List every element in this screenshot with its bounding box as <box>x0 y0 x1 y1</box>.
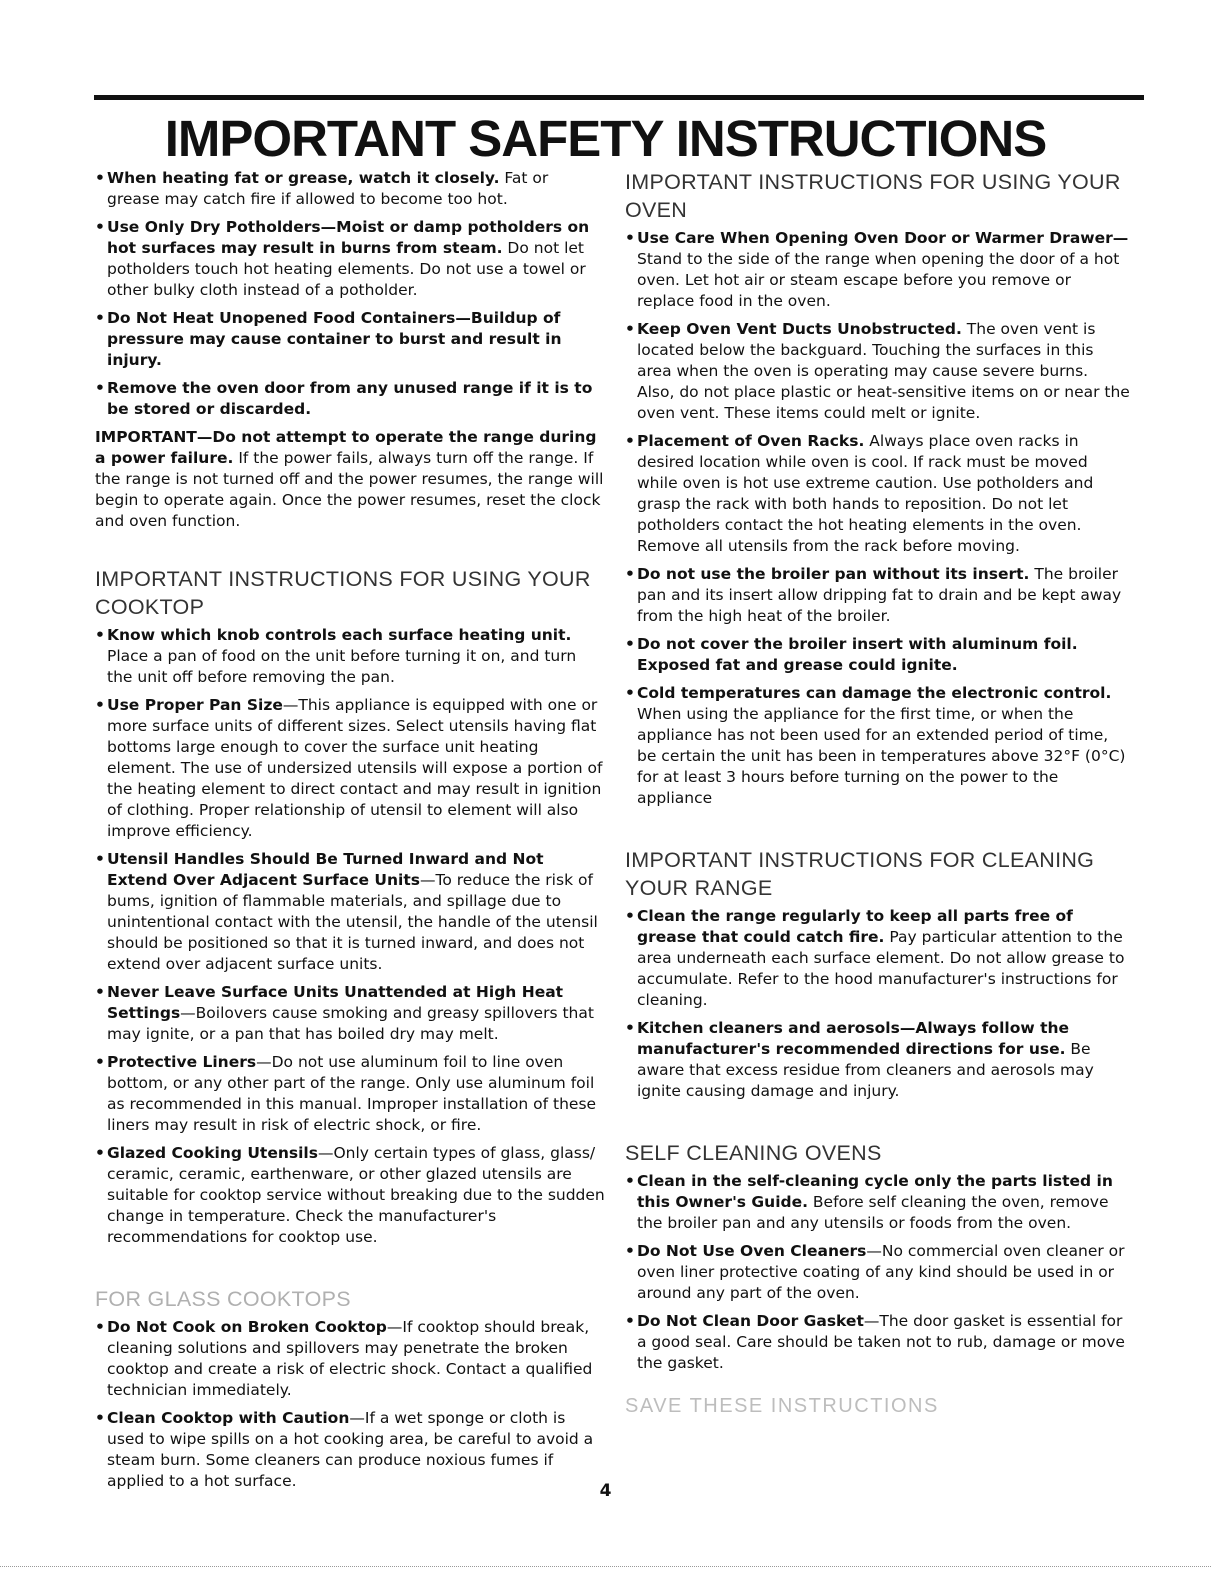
section-heading-self-cleaning: SELF CLEANING OVENS <box>625 1141 882 1165</box>
bullet: • <box>625 907 635 925</box>
list-item: • When heating fat or grease, watch it closely. Fat or grease may catch fire if allowed to become too hot. <box>95 169 549 208</box>
bullet: • <box>95 850 105 868</box>
list-item: • Remove the oven door from any unused range if it is to be stored or discarded. <box>95 379 593 418</box>
list-item: • Do Not Use Oven Cleaners—No commercial oven cleaner or oven liner protective coating of any kind should be used in or around any part of the oven. <box>625 1242 1125 1302</box>
bullet: • <box>95 1318 105 1336</box>
bullet: • <box>95 379 105 397</box>
list-item: • Protective Liners—Do not use aluminum foil to line oven bottom, or any other part of the range. Only use aluminum foil as recommended in this manual. Improper installation of these liners may result in risk of electric shock, or fire. <box>95 1053 597 1134</box>
bullet: • <box>95 696 105 714</box>
bullet: • <box>625 1312 635 1330</box>
page-title: IMPORTANT SAFETY INSTRUCTIONS <box>164 110 1047 167</box>
section-heading-cleaning: IMPORTANT INSTRUCTIONS FOR CLEANING YOUR RANGE <box>625 848 1095 900</box>
list-item: • Cold temperatures can damage the electronic control. When using the appliance for the first time, or when the appliance has not been used for an extended period of time, be certain the unit has been in temperatures above 32°F (0°C) for at least 3 hours before turning on the power to the appliance <box>625 684 1126 807</box>
bottom-rule <box>0 1566 1211 1567</box>
important-note: IMPORTANT—Do not attempt to operate the range during a power failure. If the power fails, always turn off the range. If the range is not turned off and the power resumes, the range will begin to operate again. Once the power resumes, reset the clock and oven function. <box>95 428 604 530</box>
list-item: • Use Proper Pan Size—This appliance is equipped with one or more surface units of different sizes. Select utensils having flat bottoms large enough to cover the surface unit heating element. The use of undersized utensils will expose a portion of the heating element to direct contact and may result in ignition of clothing. Proper relationship of utensil to element will also improve efficiency. <box>95 696 603 840</box>
bullet: • <box>95 983 105 1001</box>
list-item: • Kitchen cleaners and aerosols—Always follow the manufacturer's recommended directions for use. Be aware that excess residue from cleaners and aerosols may ignite causing damage and injury. <box>625 1019 1094 1100</box>
bullet: • <box>95 218 105 236</box>
right-column <box>625 168 1130 1417</box>
bullet: • <box>625 432 635 450</box>
bullet: • <box>625 1172 635 1190</box>
list-item: • Placement of Oven Racks. Always place oven racks in desired location while oven is cool. If rack must be moved while oven is hot use extreme caution. Use potholders and grasp the rack with both hands to reposition. Do not let potholders contact the hot heating elements in the oven. Remove all utensils from the rack before moving. <box>625 432 1094 555</box>
list-item: • Utensil Handles Should Be Turned Inward and Not Extend Over Adjacent Surface Units—To reduce the risk of bums, ignition of flammable materials, and spillage due to unintentional contact with the utensil, the handle of the utensil should be positioned so that it is turned inward, and does not extend over adjacent surface units. <box>95 850 598 973</box>
bullet: • <box>625 1242 635 1260</box>
list-item: • Clean in the self-cleaning cycle only the parts listed in this Owner's Guide. Before self cleaning the oven, remove the broiler pan and any utensils or foods from the oven. <box>625 1172 1113 1232</box>
bullet: • <box>95 1053 105 1071</box>
list-item: • Never Leave Surface Units Unattended at High Heat Settings—Boilovers cause smoking and greasy spillovers that may ignite, or a pan that has boiled dry may melt. <box>95 983 594 1043</box>
list-item: • Do not cover the broiler insert with aluminum foil. Exposed fat and grease could ignite. <box>625 635 1078 674</box>
list-item: • Do Not Clean Door Gasket—The door gasket is essential for a good seal. Care should be taken not to rub, damage or move the gasket. <box>625 1312 1125 1372</box>
bullet: • <box>625 635 635 653</box>
section-heading-oven: IMPORTANT INSTRUCTIONS FOR USING YOUR OVEN <box>625 170 1121 222</box>
bullet: • <box>95 309 105 327</box>
list-item: • Know which knob controls each surface heating unit. Place a pan of food on the unit before turning it on, and turn the unit off before removing the pan. <box>95 626 577 686</box>
top-rule <box>94 95 1144 100</box>
list-item: • Do Not Heat Unopened Food Containers—Buildup of pressure may cause container to burst and result in injury. <box>95 309 562 369</box>
list-item: • Use Only Dry Potholders—Moist or damp potholders on hot surfaces may result in burns from steam. Do not let potholders touch hot heating elements. Do not use a towel or other bulky cloth instead of a potholder. <box>95 218 590 299</box>
list-item: • Do not use the broiler pan without its insert. The broiler pan and its insert allow dripping fat to drain and be kept away from the high heat of the broiler. <box>625 565 1122 625</box>
section-heading-cooktop: IMPORTANT INSTRUCTIONS FOR USING YOUR COOKTOP <box>95 567 591 619</box>
save-instructions-footer: SAVE THESE INSTRUCTIONS <box>625 1395 939 1417</box>
bullet: • <box>625 320 635 338</box>
list-item: • Do Not Cook on Broken Cooktop—If cooktop should break, cleaning solutions and spillovers may penetrate the broken cooktop and create a risk of electric shock. Contact a qualified technician immediately. <box>95 1318 593 1399</box>
list-item: • Clean the range regularly to keep all parts free of grease that could catch fire. Pay particular attention to the area underneath each surface element. Do not allow grease to accumulate. Refer to the hood manufacturer's instructions for cleaning. <box>625 907 1125 1009</box>
bullet: • <box>625 565 635 583</box>
section-heading-glass-cooktops: FOR GLASS COOKTOPS <box>95 1287 351 1311</box>
list-item: • Keep Oven Vent Ducts Unobstructed. The oven vent is located below the backguard. Touching the surfaces in this area when the oven is operating may cause severe burns. Also, do not place plastic or heat-sensitive items on or near the oven vent. These items could melt or ignite. <box>625 320 1130 422</box>
list-item: • Glazed Cooking Utensils—Only certain types of glass, glass/ ceramic, ceramic, earthenware, or other glazed utensils are suitable for cooktop service without breaking due to the sudden change in temperature. Check the manufacturer's recommendations for cooktop use. <box>95 1144 605 1246</box>
bullet: • <box>625 229 635 247</box>
list-item: • Clean Cooktop with Caution—If a wet sponge or cloth is used to wipe spills on a hot cooking area, be careful to avoid a steam burn. Some cleaners can produce noxious fumes if applied to a hot surface. <box>95 1409 594 1490</box>
bullet: • <box>95 1144 105 1162</box>
bullet: • <box>95 1409 105 1427</box>
bullet: • <box>625 1019 635 1037</box>
page-number: 4 <box>599 1481 612 1501</box>
left-column <box>95 168 605 1499</box>
list-item: • Use Care When Opening Oven Door or Warmer Drawer— Stand to the side of the range when opening the door of a hot oven. Let hot air or steam escape before you remove or replace food in the oven. <box>625 229 1129 310</box>
bullet: • <box>625 684 635 702</box>
bullet: • <box>95 169 105 187</box>
bullet: • <box>95 626 105 644</box>
